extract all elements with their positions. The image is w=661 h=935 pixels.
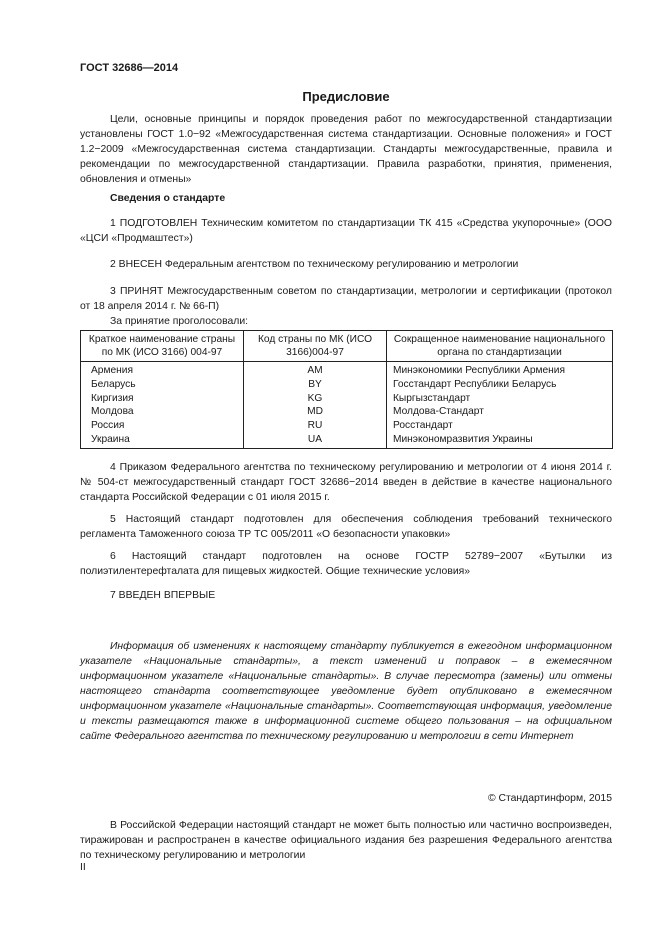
item-7 bbox=[80, 588, 612, 603]
cell-country: Молдова bbox=[81, 405, 244, 419]
item-6-text: 6 Настоящий стандарт подготовлен на основе ГОСТР 52789−2007 «Бутылки из полиэтилентерефталата для пищевых жидкостей. Общие технические условия» bbox=[80, 551, 612, 577]
cell-body: Минэкономики Республики Армения bbox=[387, 362, 613, 378]
cell-body: Росстандарт bbox=[387, 419, 613, 433]
info-notice-text: Информация об изменениях к настоящему стандарту публикуется в ежегодном информационном указателе «Национальные стандарты», а текст изменений и поправок – в ежемесячном информационном указателе «Национальные стандарты». В случае пересмотра (замены) или отмены настоящего стандарта соответствующее уведомление будет опубликовано в ежемесячном информационном указателе «Национальные стандарты». Соответствующая информация, уведомление и тексты размещаются также в информационной системе общего пользования – на официальном сайте Федерального агентства по техническому регулированию и метрологии в сети Интернет bbox=[80, 641, 612, 742]
item-3 bbox=[80, 284, 612, 314]
legal-notice bbox=[80, 818, 612, 863]
item-3-text: 3 ПРИНЯТ Межгосударственным советом по стандартизации, метрологии и сертификации (протокол от 18 апреля 2014 г. № 66-П) bbox=[80, 286, 612, 312]
section-subtitle: Сведения о стандарте bbox=[110, 193, 226, 204]
table-caption: За принятие проголосовали: bbox=[110, 316, 249, 327]
table-row bbox=[81, 419, 613, 433]
cell-body: Минэкономразвития Украины bbox=[387, 433, 613, 448]
item-2 bbox=[80, 257, 612, 272]
item-7-text: 7 ВВЕДЕН ВПЕРВЫЕ bbox=[110, 590, 216, 601]
item-4-text: 4 Приказом Федерального агентства по техническому регулированию и метрологии от 4 июня 2014 г. № 504-ст межгосударственный стандарт ГОСТ 32686−2014 введен в действие в качестве национального стандарта Российской Федерации с 01 июля 2015 г. bbox=[80, 462, 612, 503]
cell-country: Армения bbox=[81, 362, 244, 378]
item-5 bbox=[80, 512, 612, 542]
item-1 bbox=[80, 216, 612, 246]
table-row bbox=[81, 362, 613, 378]
cell-code: MD bbox=[244, 405, 387, 419]
table-row bbox=[81, 392, 613, 406]
cell-country: Украина bbox=[81, 433, 244, 448]
cell-code: AM bbox=[244, 362, 387, 378]
item-4 bbox=[80, 460, 612, 505]
cell-code: BY bbox=[244, 378, 387, 392]
item-2-text: 2 ВНЕСЕН Федеральным агентством по техническому регулированию и метрологии bbox=[110, 259, 519, 270]
cell-body: Молдова-Стандарт bbox=[387, 405, 613, 419]
cell-country: Россия bbox=[81, 419, 244, 433]
header-country: Краткое наименование страны по МК (ИСО 3166) 004-97 bbox=[81, 331, 244, 362]
cell-body: Госстандарт Республики Беларусь bbox=[387, 378, 613, 392]
cell-body: Кыргызстандарт bbox=[387, 392, 613, 406]
header-body: Сокращенное наименование национального органа по стандартизации bbox=[387, 331, 613, 362]
cell-country: Беларусь bbox=[81, 378, 244, 392]
voting-table bbox=[80, 330, 613, 449]
item-1-text: 1 ПОДГОТОВЛЕН Техническим комитетом по стандартизации ТК 415 «Средства укупорочные» (ООО «ЦСИ «Продмаштест») bbox=[80, 218, 612, 244]
document-header: ГОСТ 32686—2014 bbox=[80, 62, 179, 74]
intro-text: Цели, основные принципы и порядок проведения работ по межгосударственной стандартизации установлены ГОСТ 1.0−92 «Межгосударственная система стандартизации. Основные положения» и ГОСТ 1.2−2009 «Межгосударственная система стандартизации. Стандарты межгосударственные, правила и рекомендации по межгосударственной стандартизации. Правила разработки, принятия, применения, обновления и отмены» bbox=[80, 114, 612, 185]
cell-code: UA bbox=[244, 433, 387, 448]
table-row bbox=[81, 405, 613, 419]
table-row bbox=[81, 433, 613, 448]
page-number: II bbox=[80, 862, 86, 873]
info-notice bbox=[80, 639, 612, 744]
table-header-row bbox=[81, 331, 613, 362]
page-title: Предисловие bbox=[302, 89, 390, 104]
header-code: Код страны по МК (ИСО 3166)004-97 bbox=[244, 331, 387, 362]
legal-notice-text: В Российской Федерации настоящий стандарт не может быть полностью или частично воспроизведен, тиражирован и распространен в качестве официального издания без разрешения Федерального агентства по техническому регулированию и метрологии bbox=[80, 820, 612, 861]
cell-country: Киргизия bbox=[81, 392, 244, 406]
item-6 bbox=[80, 549, 612, 579]
table-row bbox=[81, 378, 613, 392]
cell-code: RU bbox=[244, 419, 387, 433]
cell-code: KG bbox=[244, 392, 387, 406]
item-5-text: 5 Настоящий стандарт подготовлен для обеспечения соблюдения требований технического регламента Таможенного союза ТР ТС 005/2011 «О безопасности упаковки» bbox=[80, 514, 612, 540]
copyright: © Стандартинформ, 2015 bbox=[487, 793, 612, 804]
intro-paragraph bbox=[80, 112, 612, 187]
